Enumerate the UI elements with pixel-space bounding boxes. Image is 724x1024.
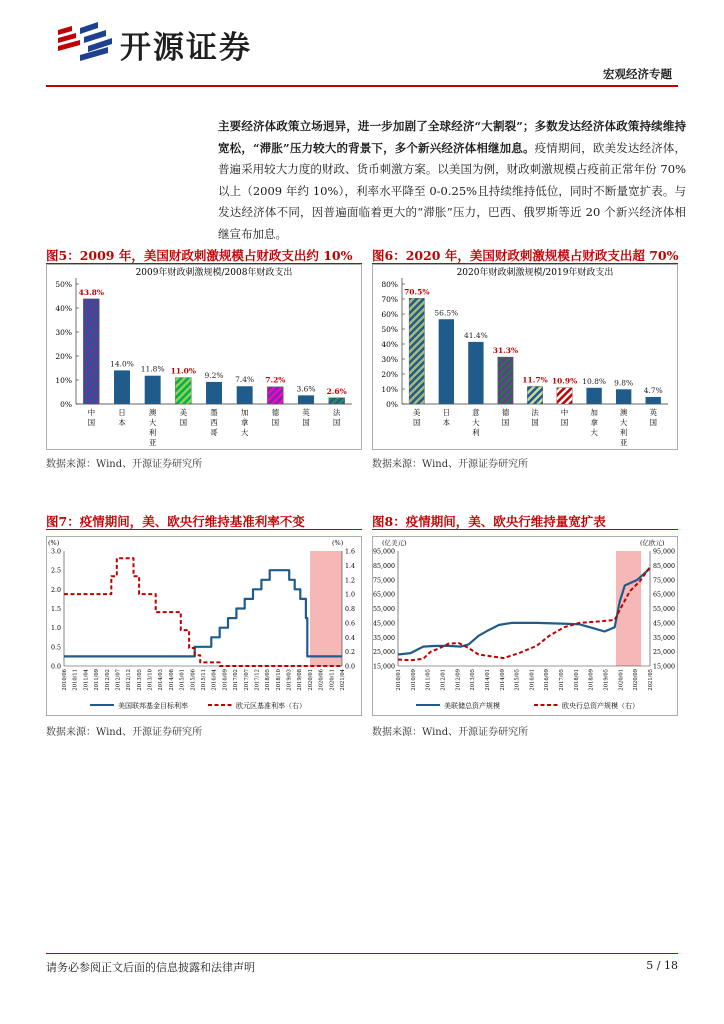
fig7-xtick: 2015/11	[201, 669, 207, 691]
fig8-ytick-right: 85,000	[653, 562, 676, 570]
fig6-data-label: 11.7%	[522, 375, 548, 385]
fig5-source: 数据来源：Wind、开源证券研究所	[46, 459, 203, 470]
fig7-ytick-left: 0.0	[50, 663, 61, 671]
fig6-category-label: 国	[501, 418, 510, 427]
fig5-chart	[46, 264, 362, 450]
report-type: 宏观经济专题	[603, 67, 672, 81]
fig8-ytick-left: 85,000	[372, 562, 395, 570]
fig7-xtick: 2021/04	[340, 669, 346, 691]
fig7-xtick: 2011/04	[83, 669, 90, 691]
fig8-ytick-right: 45,000	[653, 620, 676, 628]
fig6-category-label: 利	[472, 428, 480, 437]
fig5-bar	[83, 299, 99, 404]
fig7-xtick: 2015/01	[179, 669, 186, 691]
fig5-category-label: 亚	[148, 438, 157, 447]
logo-text: 开源证券	[120, 30, 252, 66]
fig6-category-label: 美	[413, 408, 421, 417]
header-divider	[46, 85, 678, 87]
fig6-data-label: 41.4%	[463, 330, 488, 340]
fig7-xtick: 2018/10	[275, 669, 282, 691]
fig7-right-unit: (%)	[332, 539, 344, 547]
fig5-category-label: 国	[271, 418, 280, 427]
fig8-ytick-right: 95,000	[653, 548, 676, 556]
fig6-category-label: 国	[413, 418, 421, 427]
fig7-xtick: 2012/07	[115, 669, 122, 691]
fig8-ytick-left: 15,000	[372, 663, 395, 671]
fig5-ytick: 20%	[55, 352, 72, 361]
fig8-left-unit: (亿美元)	[382, 539, 407, 547]
fig8-xtick: 2016/01	[529, 669, 536, 691]
fig7-xtick: 2017/02	[233, 669, 240, 691]
fig5-data-label: 14.0%	[110, 359, 134, 369]
fig8-shade	[616, 551, 641, 666]
fig8-xtick: 2021/05	[648, 669, 654, 691]
fig8-xtick: 2014/01	[484, 669, 491, 691]
fig8-legend-label: 欧央行总资产规模（右）	[562, 702, 639, 710]
fig5-bar	[329, 398, 345, 404]
fig8-ytick-right: 55,000	[653, 606, 676, 613]
fig8-xtick: 2017/05	[559, 669, 566, 691]
fig8-xtick: 2011/05	[425, 669, 432, 691]
fig5-category-label: 国	[179, 418, 188, 427]
fig5-data-label: 7.4%	[235, 375, 255, 385]
fig6-ytick: 70%	[381, 295, 398, 304]
fig8-xtick: 2013/05	[470, 669, 477, 691]
fig6-bar	[468, 342, 483, 404]
fig6-category-label: 国	[531, 418, 539, 427]
fig8-title: 图8：疫情期间，美、欧央行维持量宽扩表	[372, 514, 606, 529]
fig6-category-label: 中	[560, 408, 569, 417]
fig6-data-label: 56.5%	[434, 308, 459, 318]
fig5-bar	[298, 395, 314, 404]
fig5-data-label: 43.8%	[78, 287, 105, 297]
fig5-category-label: 中	[87, 408, 96, 417]
fig7-xtick: 2019/03	[286, 669, 293, 691]
fig5-category-label: 大	[240, 428, 249, 437]
fig6-category-label: 国	[649, 418, 657, 427]
fig8-ytick-right: 35,000	[653, 634, 676, 642]
fig8-xtick: 2016/09	[544, 669, 551, 691]
fig7-ytick-right: 1.2	[345, 577, 356, 585]
fig8-ytick-right: 75,000	[653, 577, 676, 585]
fig7-xtick: 2016/09	[222, 669, 229, 691]
fig6-bar	[439, 319, 454, 404]
fig5-data-label: 9.2%	[204, 370, 224, 380]
fig6-ytick: 40%	[381, 340, 398, 349]
fig8-ytick-left: 25,000	[372, 649, 395, 657]
fig7-ytick-left: 2.0	[50, 586, 61, 594]
fig6-category-label: 大	[472, 418, 480, 427]
fig5-bar	[175, 378, 191, 404]
fig6-bar	[586, 388, 601, 404]
fig5-category-label: 拿	[240, 418, 249, 427]
fig8-right-unit: (亿欧元)	[640, 539, 665, 547]
paragraph-bold: 主要经济体政策立场迥异，进一步加剧了全球经济“大割裂”；多数发达经济体政策持续维持宽松，“滞胀”压力较大的背景下，多个新兴经济体相继加息。	[218, 119, 686, 155]
fig5-category-label: 本	[118, 418, 126, 427]
fig8-xtick: 2015/05	[514, 669, 521, 691]
fig7-ytick-left: 3.0	[50, 548, 61, 556]
fig7-left-unit: (%)	[48, 539, 60, 547]
fig7-xtick: 2014/08	[168, 669, 175, 691]
fig6-subtitle: 2020年财政刺激规模/2019年财政支出	[456, 268, 614, 278]
fig6-category-label: 利	[619, 428, 628, 437]
fig7-ytick-right: 0.8	[345, 606, 356, 613]
fig6-bar	[527, 386, 542, 404]
fig6-category-label: 日	[442, 408, 451, 417]
fig7-ytick-right: 1.0	[345, 591, 356, 599]
fig7-chart	[46, 536, 362, 716]
fig5-category-label: 法	[332, 408, 341, 417]
fig7-ytick-right: 1.6	[345, 548, 356, 556]
fig6-data-label: 70.5%	[404, 287, 430, 297]
fig5-bar	[267, 387, 283, 404]
fig6-category-label: 意	[472, 408, 480, 417]
fig7-xtick: 2020/11	[329, 669, 336, 691]
fig7-source: 数据来源：Wind、开源证券研究所	[46, 727, 203, 738]
fig7-ytick-right: 0.6	[345, 620, 356, 628]
fig5-category-label: 利	[148, 428, 157, 437]
fig6-bar	[409, 298, 424, 404]
fig8-xtick: 2012/01	[440, 669, 447, 691]
fig7-series-line	[64, 558, 342, 666]
fig5-category-label: 大	[148, 418, 157, 427]
fig7-ytick-right: 0.4	[345, 634, 356, 642]
fig8-xtick: 2012/09	[455, 669, 462, 691]
fig6-category-label: 大	[590, 428, 598, 437]
fig7-xtick: 2015/06	[190, 669, 197, 691]
fig6-category-label: 本	[442, 418, 451, 427]
fig6-chart	[372, 264, 678, 450]
fig7-xtick: 2016/04	[211, 669, 218, 691]
fig6-data-label: 4.7%	[643, 385, 663, 395]
fig5-bar	[145, 376, 161, 404]
fig8-xtick: 2020/09	[633, 669, 640, 691]
fig7-ytick-left: 0.5	[50, 644, 61, 652]
fig7-xtick: 2020/01	[307, 669, 314, 691]
fig6-ytick: 50%	[381, 325, 398, 334]
fig5-category-label: 澳	[148, 408, 157, 417]
fig7-xtick: 2017/07	[243, 669, 250, 691]
fig5-title: 图5：2009 年，美国财政刺激规模占财政支出约 10%	[46, 248, 353, 263]
fig6-category-label: 亚	[619, 438, 628, 447]
fig6-bar	[646, 397, 661, 404]
fig7-legend-label: 美国联邦基金目标利率	[118, 702, 188, 710]
fig5-bar	[237, 386, 253, 404]
fig5-bar	[206, 382, 222, 404]
fig8-ytick-right: 15,000	[653, 663, 676, 671]
fig5-data-label: 11.0%	[170, 366, 197, 376]
fig5-category-label: 日	[118, 408, 126, 417]
fig8-xtick: 2010/01	[396, 669, 402, 691]
fig8-ytick-left: 75,000	[372, 577, 395, 585]
fig5-category-label: 英	[302, 408, 310, 417]
fig5-data-label: 7.2%	[265, 375, 286, 385]
fig6-ytick: 0%	[386, 400, 398, 409]
fig7-xtick: 2013/10	[147, 669, 154, 691]
fig7-xtick: 2018/05	[265, 669, 272, 691]
fig6-ytick: 10%	[381, 385, 398, 394]
fig7-xtick: 2014/03	[158, 669, 165, 691]
fig8-xtick: 2020/01	[618, 669, 625, 691]
fig7-series-line	[64, 570, 342, 656]
fig8-chart	[372, 536, 678, 716]
fig8-ytick-right: 65,000	[653, 591, 676, 599]
fig7-ytick-left: 1.0	[50, 625, 61, 633]
fig5-ytick: 50%	[55, 280, 72, 289]
fig5-category-label: 国	[87, 418, 96, 427]
fig5-category-label: 国	[302, 418, 310, 427]
fig5-category-label: 德	[271, 408, 280, 417]
fig5-category-label: 国	[332, 418, 341, 427]
fig5-ytick: 0%	[60, 400, 72, 409]
fig7-rule	[46, 529, 362, 530]
fig5-category-label: 墨	[210, 408, 218, 417]
fig8-source: 数据来源：Wind、开源证券研究所	[372, 727, 529, 738]
body-paragraph	[218, 116, 686, 245]
fig7-title: 图7：疫情期间，美、欧央行维持基准利率不变	[46, 514, 305, 529]
fig6-data-label: 9.8%	[614, 378, 634, 388]
paragraph-text: 疫情期间，欧美发达经济体，普遍采用较大力度的财政、货币刺激方案。以美国为例，财政刺激规模占疫前正常年份 70%以上（2009 年约 10%），利率水平降至 0-0.25%且持续维持低位，同时不断量宽扩表。与发达经济体不同，因普遍面临着更大的“滞胀”压力，巴西、俄罗斯等近 20 个新兴经济体相继宣布加息。	[218, 140, 687, 241]
fig8-xtick: 2019/05	[603, 669, 610, 691]
fig7-ytick-right: 1.4	[345, 562, 356, 570]
fig5-data-label: 11.8%	[140, 364, 165, 374]
fig8-ytick-left: 95,000	[372, 548, 395, 556]
fig6-ytick: 60%	[381, 310, 398, 319]
fig7-xtick: 2020/06	[318, 669, 325, 691]
fig6-category-label: 大	[619, 418, 628, 427]
fig6-category-label: 加	[590, 408, 598, 417]
fig7-xtick: 2017/12	[254, 669, 261, 691]
fig8-ytick-right: 25,000	[653, 649, 676, 657]
fig7-ytick-right: 0.2	[345, 649, 356, 657]
fig5-category-label: 哥	[210, 428, 218, 437]
fig5-data-label: 3.6%	[296, 384, 316, 394]
fig6-source: 数据来源：Wind、开源证券研究所	[372, 459, 529, 470]
footer-disclaimer: 请务必参阅正文后面的信息披露和法律声明	[46, 961, 255, 974]
fig5-category-label: 美	[179, 408, 188, 417]
fig6-title: 图6：2020 年，美国财政刺激规模占财政支出超 70%	[372, 248, 679, 263]
fig6-bar	[616, 389, 631, 404]
fig8-xtick: 2018/01	[573, 669, 580, 691]
fig7-xtick: 2011/09	[94, 669, 101, 691]
fig8-xtick: 2010/09	[410, 669, 417, 691]
fig7-legend-label: 欧元区基准利率（右）	[236, 702, 306, 710]
fig6-category-label: 法	[531, 408, 539, 417]
fig8-rule	[372, 529, 678, 530]
fig6-category-label: 拿	[590, 418, 598, 427]
fig6-category-label: 国	[560, 418, 569, 427]
fig8-ytick-left: 65,000	[372, 591, 395, 599]
fig6-category-label: 英	[649, 408, 657, 417]
footer-divider	[46, 953, 678, 954]
fig7-ytick-right: 0.0	[345, 663, 356, 671]
fig8-legend-label: 美联储总资产规模	[444, 702, 500, 710]
fig7-ytick-left: 1.5	[50, 606, 61, 613]
fig7-xtick: 2012/02	[104, 669, 111, 691]
fig7-ytick-left: 2.5	[50, 567, 61, 575]
fig7-xtick: 2012/12	[126, 669, 133, 691]
fig5-data-label: 2.6%	[326, 386, 347, 396]
fig6-bar	[498, 357, 513, 404]
fig8-ytick-left: 35,000	[372, 634, 395, 642]
fig6-ytick: 20%	[381, 370, 398, 379]
fig8-series-line	[398, 568, 650, 654]
fig5-subtitle: 2009年财政刺激规模/2008年财政支出	[135, 268, 293, 278]
fig8-ytick-left: 55,000	[372, 606, 395, 613]
fig8-ytick-left: 45,000	[372, 620, 395, 628]
fig6-category-label: 澳	[619, 408, 628, 417]
fig5-bar	[114, 370, 130, 404]
fig6-ytick: 80%	[381, 280, 398, 289]
fig6-data-label: 10.9%	[551, 376, 578, 386]
fig7-xtick: 2019/08	[297, 669, 304, 691]
fig6-bar	[557, 388, 572, 404]
fig6-data-label: 31.3%	[492, 346, 519, 356]
page-number: 5 / 18	[646, 959, 678, 972]
fig6-ytick: 30%	[381, 355, 398, 364]
fig7-xtick: 2010/06	[62, 669, 68, 691]
fig7-xtick: 2010/11	[72, 669, 79, 691]
fig7-shade	[310, 551, 342, 666]
fig7-xtick: 2013/05	[136, 669, 143, 691]
fig6-category-label: 德	[501, 408, 510, 417]
fig8-xtick: 2018/09	[588, 669, 595, 691]
fig5-ytick: 40%	[55, 304, 72, 313]
fig8-xtick: 2014/09	[499, 669, 506, 691]
fig5-category-label: 西	[210, 418, 218, 427]
fig6-data-label: 10.8%	[582, 376, 607, 386]
fig5-ytick: 30%	[55, 328, 72, 337]
fig5-ytick: 10%	[55, 376, 72, 385]
fig5-category-label: 加	[240, 408, 249, 417]
